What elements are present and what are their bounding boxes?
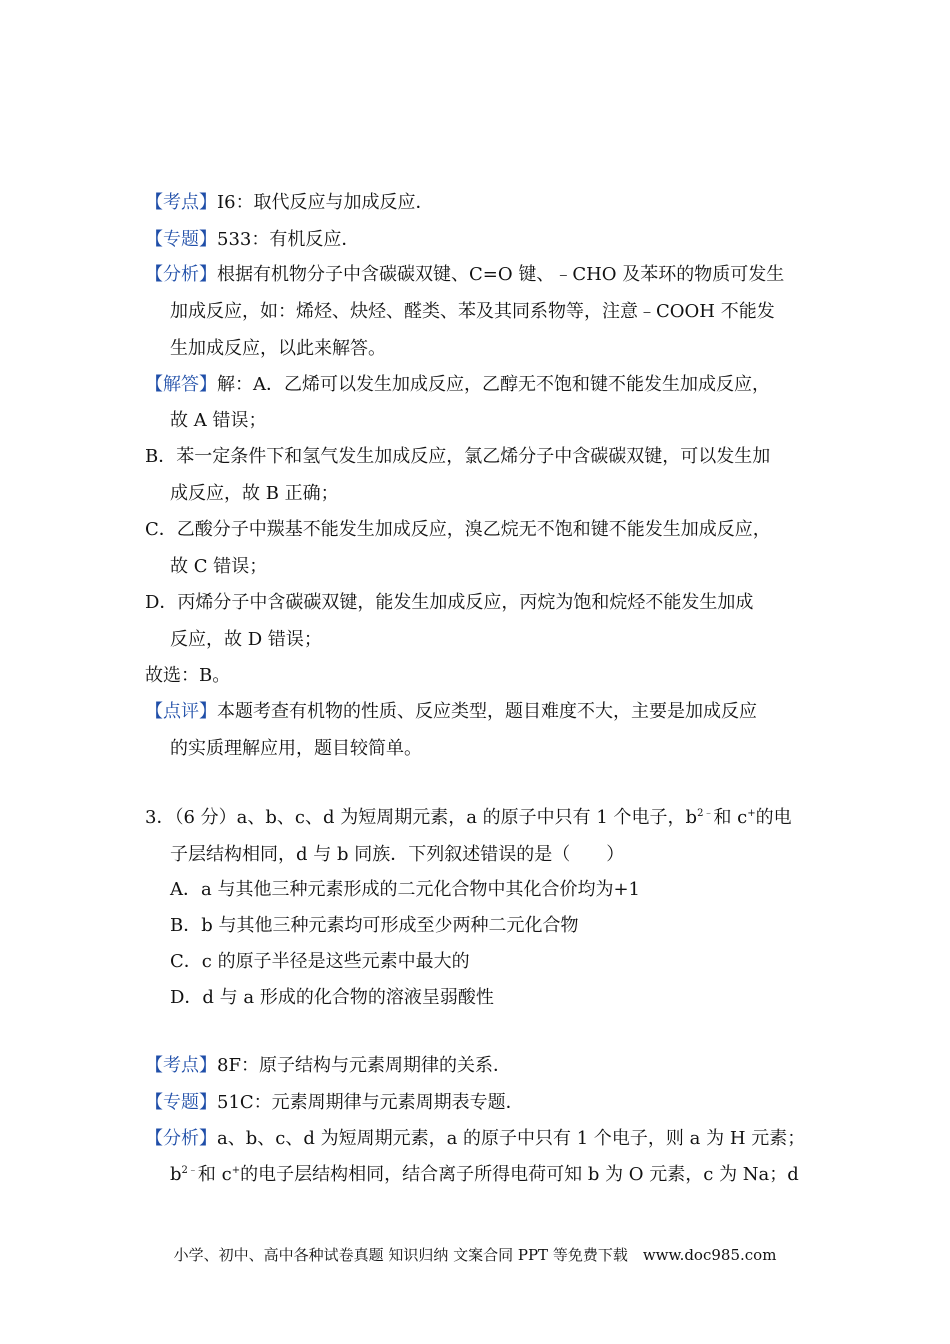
q3-option-d: D．d 与 a 形成的化合物的溶液呈弱酸性: [170, 987, 494, 1008]
fenxi-sup-c: +: [231, 1165, 241, 1176]
stem-a: 3．（6 分）a、b、c、d 为短周期元素，a 的原子中只有 1 个电子，b: [145, 807, 698, 828]
q2-option-b-line-2: 成反应，故 B 正确；: [170, 483, 339, 504]
zhuanti-text: 51C：元素周期律与元素周期表专题．: [217, 1092, 524, 1113]
fenxi-tag: 【分析】: [145, 1128, 217, 1149]
q3-fenxi-line-1: [145, 1127, 805, 1151]
q2-jieda-line-1: [145, 373, 770, 397]
kaodian-text: I6：取代反应与加成反应．: [217, 192, 434, 213]
dianping-text-1: 本题考查有机物的性质、反应类型，题目难度不大，主要是加成反应: [217, 701, 757, 722]
q2-dianping-line-1: [145, 700, 757, 724]
fenxi-c: 和 c: [197, 1164, 232, 1185]
zhuanti-text: 533：有机反应．: [217, 229, 360, 250]
q3-fenxi-line-2: [170, 1163, 799, 1187]
stem-sup-b: 2﹣: [697, 808, 714, 819]
q2-fenxi-line-3: 生加成反应，以此来解答。: [170, 338, 386, 359]
zhuanti-tag: 【专题】: [145, 1092, 217, 1113]
fenxi-sup-b: 2﹣: [181, 1165, 198, 1176]
dianping-tag: 【点评】: [145, 701, 217, 722]
q2-option-d-line-1: D．丙烯分子中含碳碳双键，能发生加成反应，丙烷为饱和烷烃不能发生加成: [145, 592, 754, 613]
jieda-tag: 【解答】: [145, 374, 217, 395]
q3-option-c: C．c 的原子半径是这些元素中最大的: [170, 951, 470, 972]
q3-zhuanti: [145, 1091, 524, 1115]
q2-option-c-line-1: C．乙酸分子中羰基不能发生加成反应，溴乙烷无不饱和键不能发生加成反应，: [145, 519, 771, 540]
kaodian-tag: 【考点】: [145, 1055, 217, 1076]
q3-stem-line-2: 子层结构相同，d 与 b 同族．下列叙述错误的是（ ）: [170, 844, 625, 865]
stem-sup-c: +: [747, 808, 756, 819]
fenxi-rest: 的电子层结构相同，结合离子所得电荷可知 b 为 O 元素，c 为 Na；d: [240, 1164, 799, 1185]
q2-option-c-line-2: 故 C 错误；: [170, 556, 268, 577]
q3-stem-line-1: [145, 806, 792, 830]
kaodian-tag: 【考点】: [145, 192, 217, 213]
q2-kaodian: [145, 191, 434, 215]
q2-answer: 故选：B。: [145, 665, 231, 686]
stem-b: 和 c: [713, 807, 748, 828]
jieda-text-1: 解：A．乙烯可以发生加成反应，乙醇无不饱和键不能发生加成反应，: [217, 374, 770, 395]
fenxi-text-1: a、b、c、d 为短周期元素，a 的原子中只有 1 个电子，则 a 为 H 元素；: [217, 1128, 806, 1149]
q2-option-d-line-2: 反应，故 D 错误；: [170, 629, 322, 650]
q3-option-b: B．b 与其他三种元素均可形成至少两种二元化合物: [170, 915, 579, 936]
q3-option-a: A．a 与其他三种元素形成的二元化合物中其化合价均为+1: [170, 879, 640, 900]
zhuanti-tag: 【专题】: [145, 229, 217, 250]
fenxi-text-1: 根据有机物分子中含碳碳双键、C=O 键、﹣CHO 及苯环的物质可发生: [217, 264, 785, 285]
q2-fenxi-line-2: 加成反应，如：烯烃、炔烃、醛类、苯及其同系物等，注意﹣COOH 不能发: [170, 301, 775, 322]
q2-zhuanti: [145, 228, 359, 252]
stem-c: 的电: [755, 807, 792, 828]
q3-kaodian: [145, 1054, 511, 1078]
kaodian-text: 8F：原子结构与元素周期律的关系．: [217, 1055, 511, 1076]
q2-dianping-line-2: 的实质理解应用，题目较简单。: [170, 738, 422, 759]
page-footer: 小学、初中、高中各种试卷真题 知识归纳 文案合同 PPT 等免费下载 www.doc985.com: [173, 1246, 777, 1264]
q2-fenxi-line-1: [145, 263, 784, 287]
q2-jieda-line-2: 故 A 错误；: [170, 410, 267, 431]
fenxi-tag: 【分析】: [145, 264, 217, 285]
q2-option-b-line-1: B．苯一定条件下和氢气发生加成反应，氯乙烯分子中含碳碳双键，可以发生加: [145, 446, 771, 467]
fenxi-b: b: [170, 1164, 182, 1185]
